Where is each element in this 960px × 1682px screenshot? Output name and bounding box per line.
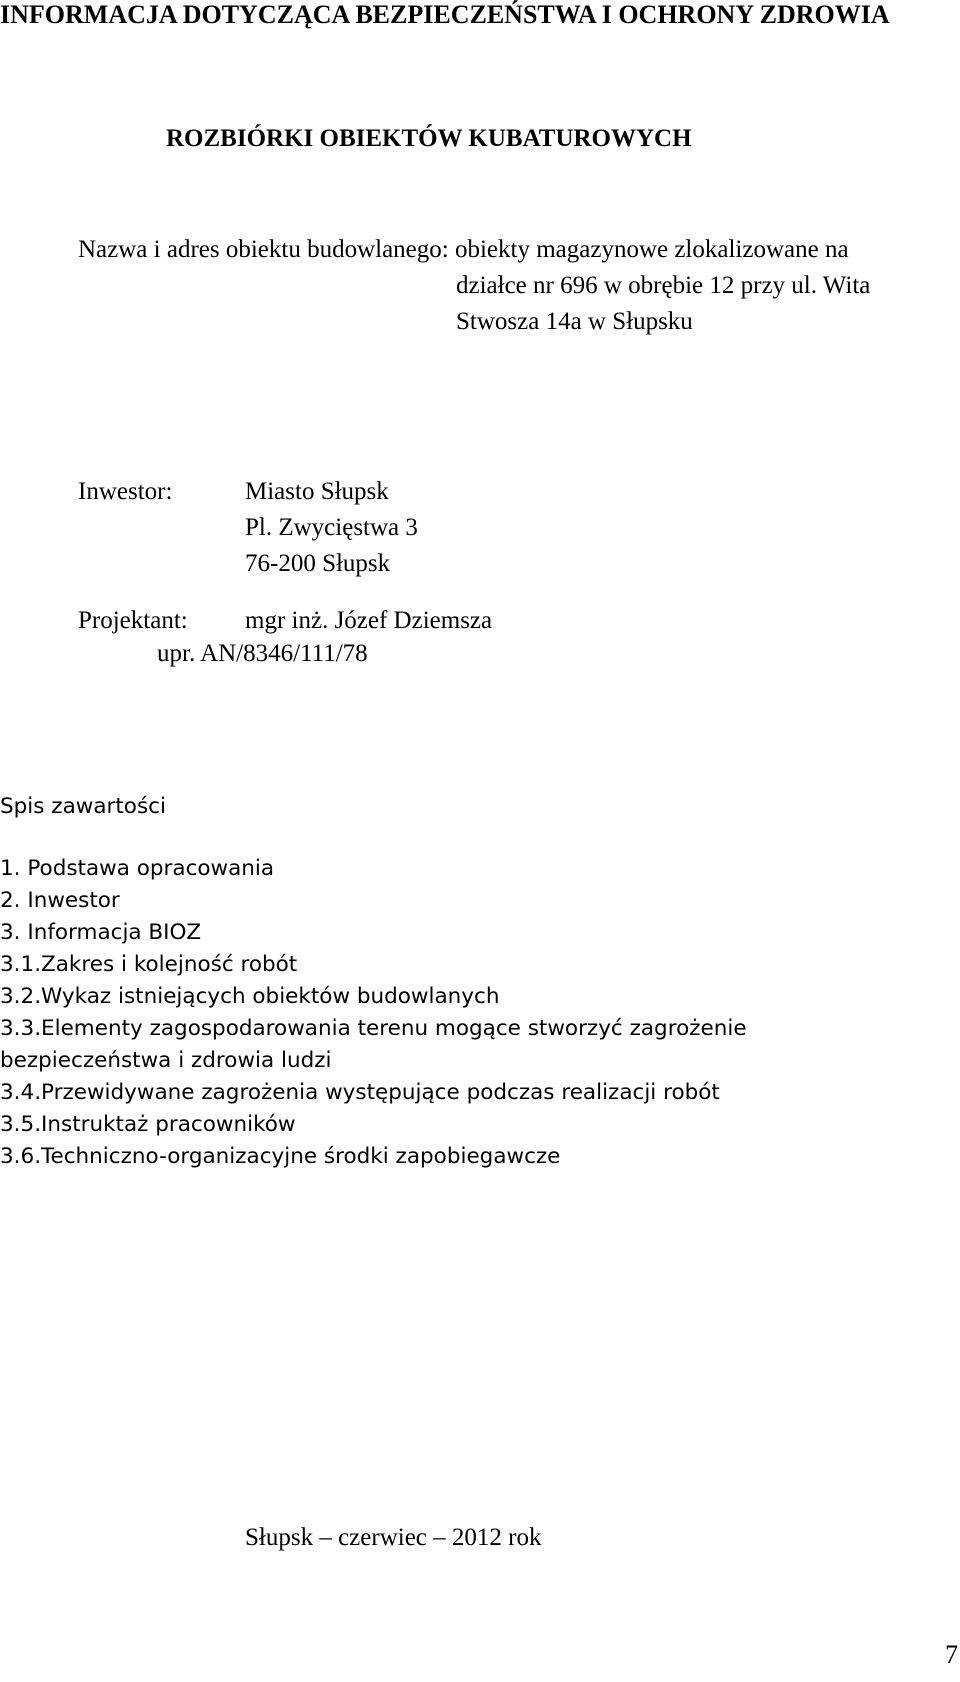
object-line-2: działce nr 696 w obrębie 12 przy ul. Wita <box>456 272 871 299</box>
place-date: Słupsk – czerwiec – 2012 rok <box>245 1524 542 1551</box>
investor-city: 76-200 Słupsk <box>245 550 391 577</box>
investor-street: Pl. Zwycięstwa 3 <box>245 514 418 541</box>
document-subtitle: ROZBIÓRKI OBIEKTÓW KUBATUROWYCH <box>166 125 692 152</box>
object-line-1: Nazwa i adres obiektu budowlanego: obiekty magazynowe zlokalizowane na <box>78 236 849 263</box>
toc-item: 3.4.Przewidywane zagrożenia występujące podczas realizacji robót <box>0 1080 720 1105</box>
page-number: 7 <box>945 1640 958 1669</box>
investor-label: Inwestor: <box>78 478 173 505</box>
investor-name: Miasto Słupsk <box>245 478 389 505</box>
designer-name: mgr inż. Józef Dziemsza <box>245 607 493 634</box>
document-title: INFORMACJA DOTYCZĄCA BEZPIECZEŃSTWA I OCHRONY ZDROWIA <box>0 0 890 29</box>
toc-item: 3. Informacja BIOZ <box>0 920 202 945</box>
designer-license: upr. AN/8346/111/78 <box>157 640 368 667</box>
designer-label: Projektant: <box>78 607 188 634</box>
toc-item: 3.6.Techniczno-organizacyjne środki zapobiegawcze <box>0 1144 561 1169</box>
toc-item: 3.1.Zakres i kolejność robót <box>0 952 298 977</box>
toc-item: 3.3.Elementy zagospodarowania terenu mogące stworzyć zagrożenie <box>0 1016 747 1041</box>
toc-heading: Spis zawartości <box>0 794 166 819</box>
toc-item: 3.5.Instruktaż pracowników <box>0 1112 296 1137</box>
object-line-3: Stwosza 14a w Słupsku <box>456 308 693 335</box>
toc-item-continuation: bezpieczeństwa i zdrowia ludzi <box>0 1048 332 1073</box>
toc-item: 1. Podstawa opracowania <box>0 856 275 881</box>
toc-item: 3.2.Wykaz istniejących obiektów budowlanych <box>0 984 500 1009</box>
toc-item: 2. Inwestor <box>0 888 120 913</box>
